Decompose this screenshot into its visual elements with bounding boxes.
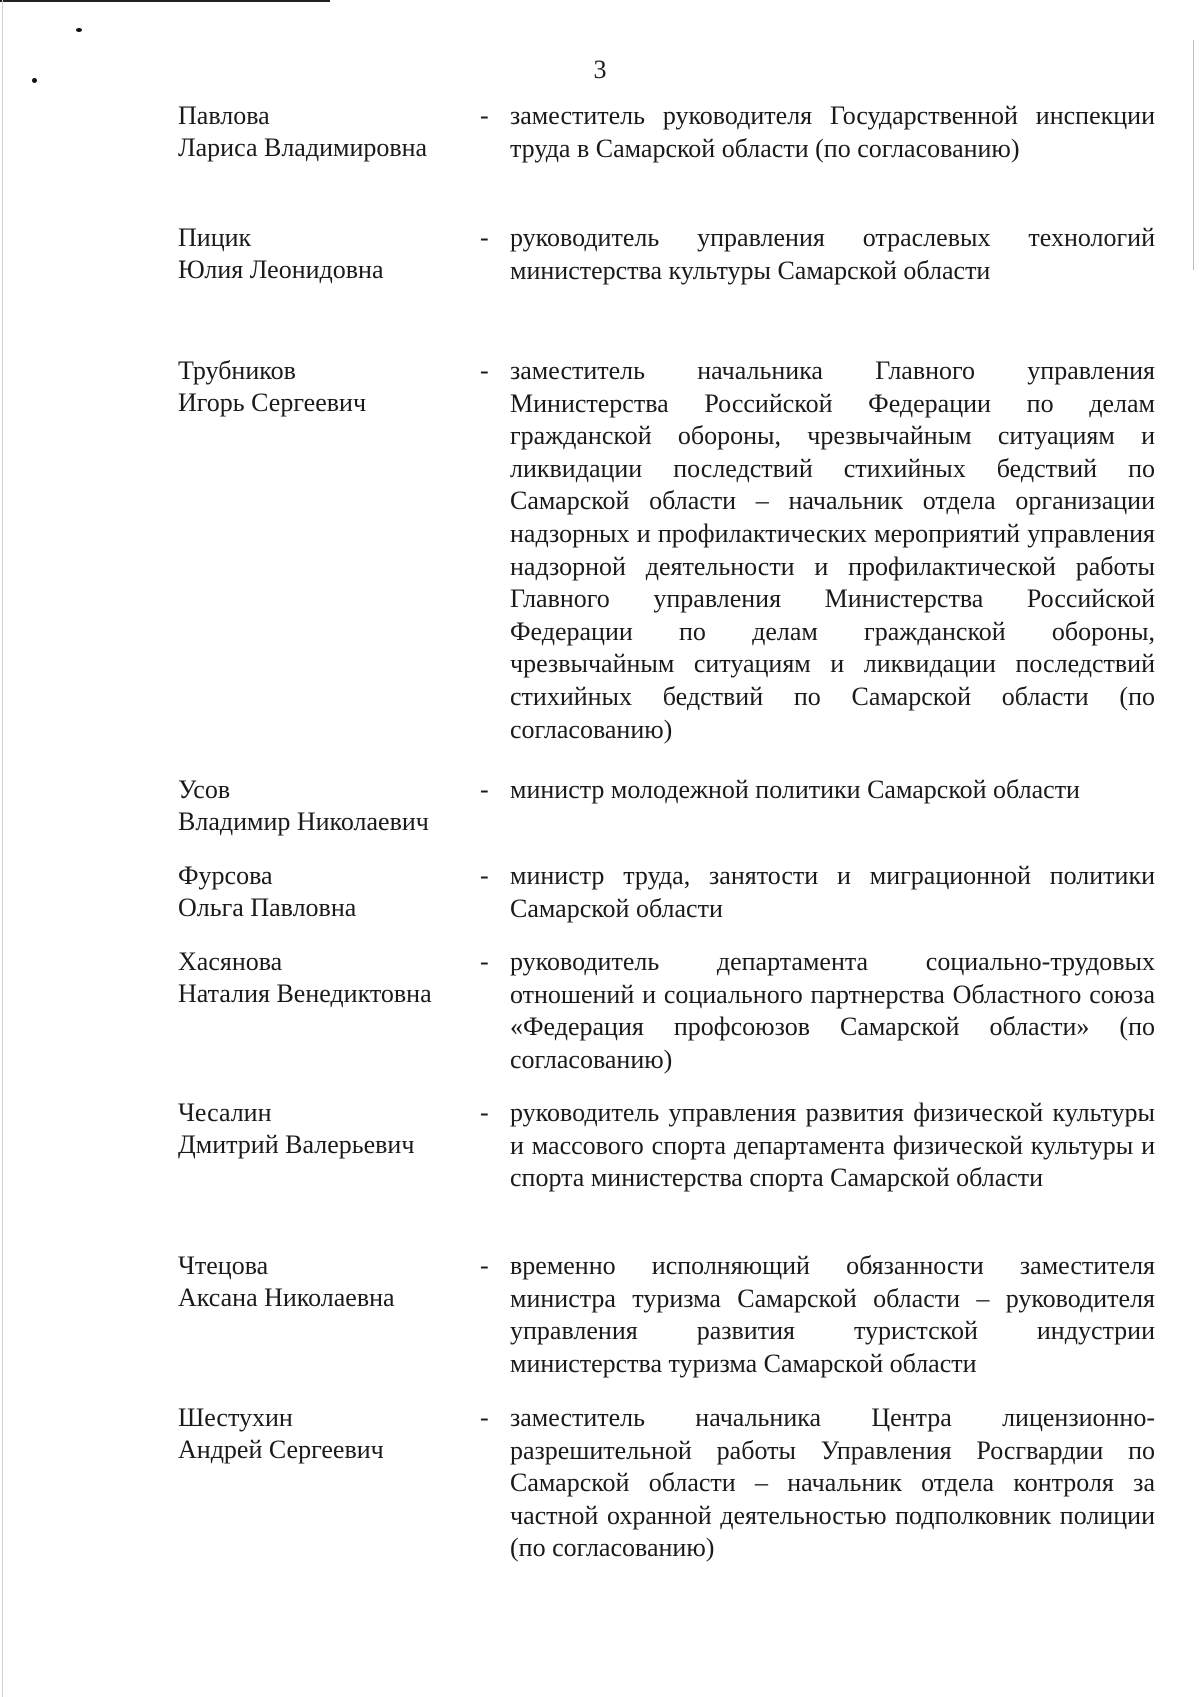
entry-dash: - <box>480 223 489 252</box>
member-surname: Пицик <box>178 223 252 252</box>
member-surname: Хасянова <box>178 947 283 976</box>
entry-dash: - <box>480 1098 489 1127</box>
member-given-names: Аксана Николаевна <box>178 1283 395 1312</box>
entry-dash: - <box>480 947 489 976</box>
scan-border-left <box>2 0 3 1697</box>
member-role: министр труда, занятости и миграционной политики Самарской области <box>510 861 1155 923</box>
entry-dash: - <box>480 1251 489 1280</box>
member-given-names: Наталия Венедиктовна <box>178 979 432 1008</box>
member-given-names: Лариса Владимировна <box>178 133 428 162</box>
member-name <box>178 355 478 419</box>
member-surname: Трубников <box>178 356 296 385</box>
member-role: руководитель управления отраслевых технологий министерства культуры Самарской области <box>510 223 1155 285</box>
page-number: 3 <box>593 55 607 84</box>
entry-dash: - <box>480 356 489 385</box>
member-given-names: Ольга Павловна <box>178 893 357 922</box>
member-given-names: Игорь Сергеевич <box>178 388 367 417</box>
member-surname: Усов <box>178 775 231 804</box>
member-given-names: Юлия Леонидовна <box>178 255 384 284</box>
member-surname: Шестухин <box>178 1403 293 1432</box>
scan-speck <box>76 28 82 32</box>
member-role: министр молодежной политики Самарской области <box>510 775 1080 804</box>
member-role: заместитель начальника Центра лицензионно-разрешительной работы Управления Росгвардии по Самарской области – начальник отдела контроля за частной охранной деятельностью подполковник полиции (по согласованию) <box>510 1403 1155 1563</box>
member-role: руководитель департамента социально-трудовых отношений и социального партнерства Областного союза «Федерация профсоюзов Самарской области» (по согласованию) <box>510 947 1155 1074</box>
member-role: заместитель начальника Главного управления Министерства Российской Федерации по делам гражданской обороны, чрезвычайным ситуациям и ликвидации последствий стихийных бедствий по Самарской области – начальник отдела организации надзорных и профилактических мероприятий управления надзорной деятельности и профилактической работы Главного управления Министерства Российской Федерации по делам гражданской обороны, чрезвычайным ситуациям и ликвидации последствий стихийных бедствий по Самарской области (по согласованию) <box>510 356 1155 744</box>
entry-dash: - <box>480 1403 489 1432</box>
member-surname: Павлова <box>178 101 270 130</box>
member-name <box>178 860 478 924</box>
scan-border-top <box>0 0 330 2</box>
member-surname: Чтецова <box>178 1251 269 1280</box>
member-role: заместитель руководителя Государственной инспекции труда в Самарской области (по согласованию) <box>510 101 1155 163</box>
member-given-names: Андрей Сергеевич <box>178 1435 384 1464</box>
member-name <box>178 222 478 286</box>
member-role: руководитель управления развития физической культуры и массового спорта департамента физической культуры и спорта министерства спорта Самарской области <box>510 1098 1155 1193</box>
member-given-names: Дмитрий Валерьевич <box>178 1130 415 1159</box>
member-given-names: Владимир Николаевич <box>178 807 429 836</box>
entry-dash: - <box>480 775 489 804</box>
member-surname: Чесалин <box>178 1098 272 1127</box>
entry-dash: - <box>480 861 489 890</box>
member-role: временно исполняющий обязанности заместителя министра туризма Самарской области – руководителя управления развития туристской индустрии министерства туризма Самарской области <box>510 1251 1155 1378</box>
member-name <box>178 1250 478 1314</box>
member-name <box>178 100 478 164</box>
member-name <box>178 946 478 1010</box>
member-name <box>178 774 478 838</box>
entry-dash: - <box>480 101 489 130</box>
member-name <box>178 1097 478 1161</box>
member-name <box>178 1402 478 1466</box>
member-surname: Фурсова <box>178 861 273 890</box>
